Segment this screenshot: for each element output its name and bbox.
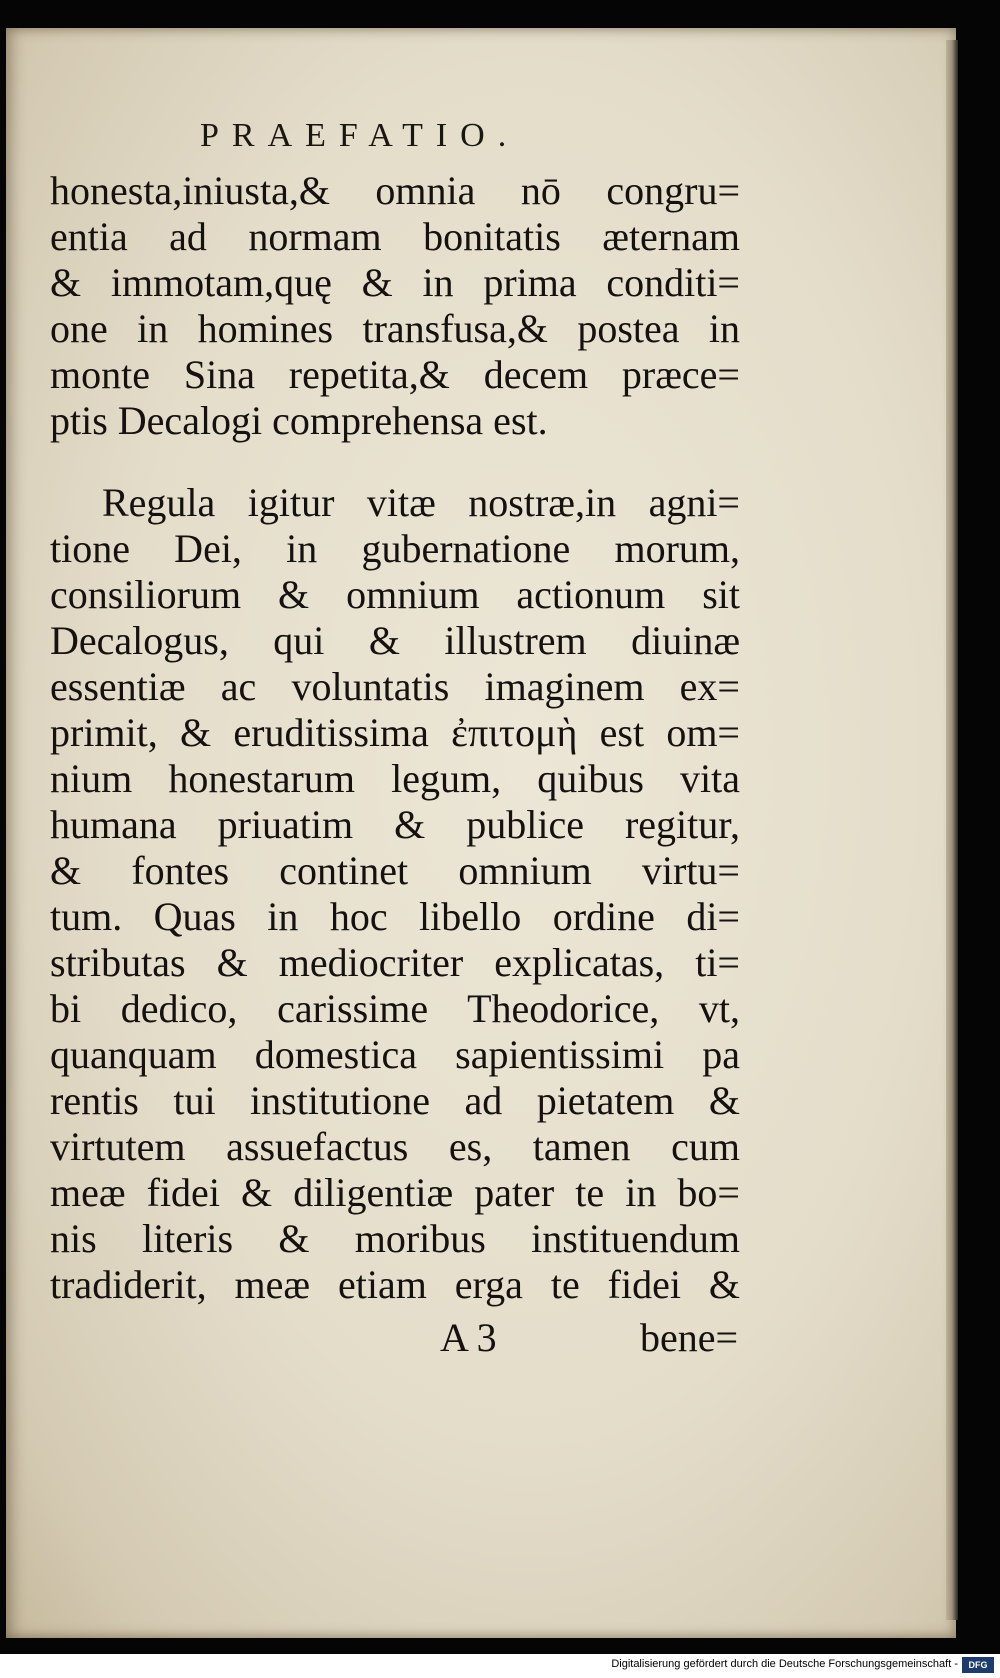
text-line: entia ad normam bonitatis æternam	[50, 214, 740, 259]
text-line: virtutem assuefactus es, tamen cum	[50, 1124, 740, 1169]
paragraph-gap	[50, 444, 740, 480]
text-line: & immotam,quę & in prima conditi=	[50, 260, 740, 305]
text-line: & fontes continet omnium virtu=	[50, 848, 740, 893]
text-line: tum. Quas in hoc libello ordine di=	[50, 894, 740, 939]
text-line: honesta,iniusta,& omnia nō congru=	[50, 168, 740, 213]
footer-credit: Digitalisierung gefördert durch die Deutsche Forschungsgemeinschaft -	[611, 1658, 958, 1670]
text-line: Regula igitur vitæ nostræ,in agni=	[102, 480, 740, 525]
footer-bar	[0, 1654, 1000, 1678]
text-line: Decalogus, qui & illustrem diuinæ	[50, 618, 740, 663]
page-signature-row	[0, 1314, 1000, 1360]
text-line: nium honestarum legum, quibus vita	[50, 756, 740, 801]
text-line: rentis tui institutione ad pietatem &	[50, 1078, 740, 1123]
dfg-logo: DFG	[962, 1657, 994, 1673]
text-line: ptis Decalogi comprehensa est.	[50, 398, 548, 443]
text-line: tione Dei, in gubernatione morum,	[50, 526, 740, 571]
text-line: tradiderit, meæ etiam erga te fidei &	[50, 1262, 740, 1307]
text-line: primit, & eruditissima ἐπιτομὴ est om=	[50, 710, 740, 755]
paragraph-1	[50, 168, 740, 444]
running-header: PRAEFATIO.	[200, 117, 520, 154]
text-line: one in homines transfusa,& postea in	[50, 306, 740, 351]
text-line: meæ fidei & diligentiæ pater te in bo=	[50, 1170, 740, 1215]
signature-mark: A 3	[440, 1315, 497, 1360]
body-text	[50, 168, 740, 1308]
text-line: essentiæ ac voluntatis imaginem ex=	[50, 664, 740, 709]
text-line: humana priuatim & publice regitur,	[50, 802, 740, 847]
text-line: quanquam domestica sapientissimi pa	[50, 1032, 740, 1077]
paragraph-2	[50, 480, 740, 1308]
text-line: consiliorum & omnium actionum sit	[50, 572, 740, 617]
catchword: bene=	[640, 1315, 739, 1360]
text-line: monte Sina repetita,& decem præce=	[50, 352, 740, 397]
text-line: nis literis & moribus instituendum	[50, 1216, 740, 1261]
text-line: bi dedico, carissime Theodorice, vt,	[50, 986, 740, 1031]
page-edge	[946, 40, 958, 1620]
text-line: stributas & mediocriter explicatas, ti=	[50, 940, 740, 985]
